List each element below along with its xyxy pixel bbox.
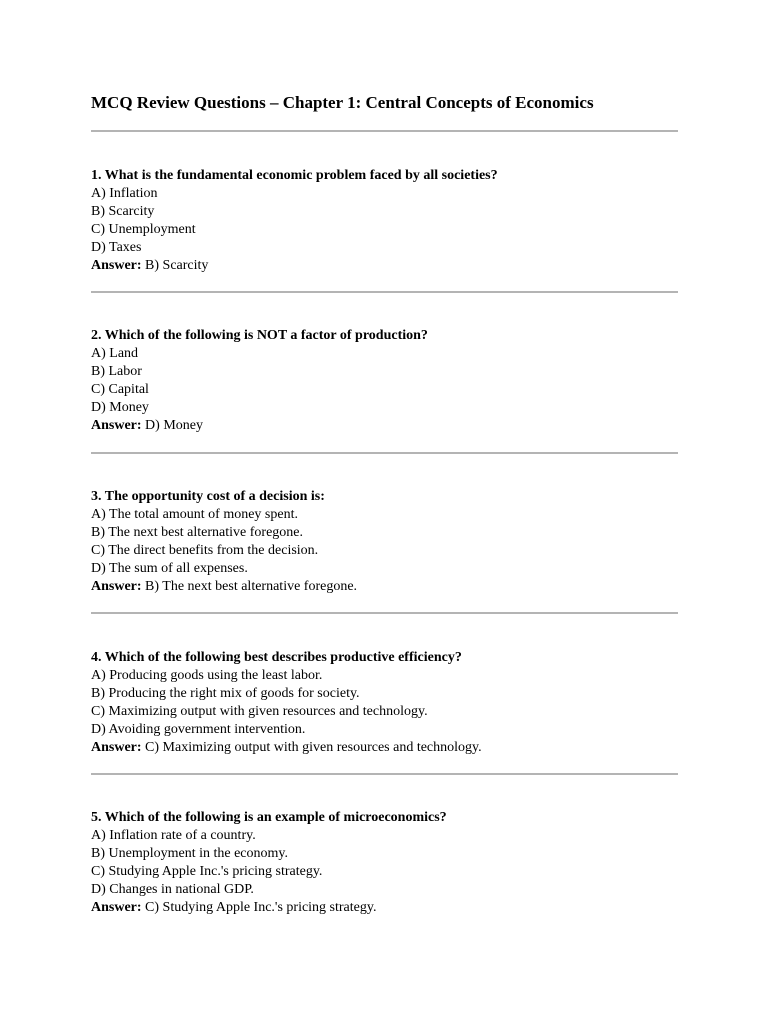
- answer-value: B) The next best alternative foregone.: [145, 578, 358, 594]
- option-b: B) Unemployment in the economy.: [91, 845, 288, 861]
- option-d: D) Taxes: [91, 239, 142, 255]
- answer-value: B) Scarcity: [145, 257, 209, 273]
- question-text: 1. What is the fundamental economic problem faced by all societies?: [91, 168, 498, 183]
- answer-line: [91, 257, 678, 275]
- option-d: D) Changes in national GDP.: [91, 881, 254, 897]
- divider: [91, 130, 678, 132]
- divider: [91, 773, 678, 775]
- option-d: D) Money: [91, 399, 149, 415]
- answer-line: [91, 899, 678, 917]
- question-block-2: [91, 327, 678, 434]
- answer-value: D) Money: [145, 417, 203, 433]
- answer-value: C) Studying Apple Inc.'s pricing strategy.: [145, 899, 377, 915]
- answer-label: Answer:: [91, 417, 142, 433]
- option-d: D) Avoiding government intervention.: [91, 721, 306, 737]
- option-b: B) Scarcity: [91, 203, 155, 219]
- option-a: A) Producing goods using the least labor.: [91, 667, 323, 683]
- option-d: D) The sum of all expenses.: [91, 560, 248, 576]
- option-a: A) Inflation: [91, 185, 158, 201]
- answer-line: [91, 417, 678, 435]
- option-b: B) The next best alternative foregone.: [91, 524, 303, 540]
- question-text: 4. Which of the following best describes productive efficiency?: [91, 650, 462, 665]
- answer-label: Answer:: [91, 578, 142, 594]
- answer-label: Answer:: [91, 899, 142, 915]
- option-b: B) Producing the right mix of goods for society.: [91, 685, 360, 701]
- divider: [91, 452, 678, 454]
- question-block-3: [91, 488, 678, 595]
- question-block-1: [91, 167, 678, 274]
- option-c: C) The direct benefits from the decision.: [91, 542, 319, 558]
- divider: [91, 612, 678, 614]
- option-b: B) Labor: [91, 363, 142, 379]
- answer-label: Answer:: [91, 739, 142, 755]
- option-a: A) The total amount of money spent.: [91, 506, 298, 522]
- option-a: A) Land: [91, 345, 139, 361]
- question-block-5: [91, 809, 678, 916]
- question-text: 5. Which of the following is an example of microeconomics?: [91, 810, 447, 825]
- option-c: C) Unemployment: [91, 221, 196, 237]
- option-c: C) Maximizing output with given resources and technology.: [91, 703, 428, 719]
- question-text: 3. The opportunity cost of a decision is:: [91, 489, 325, 504]
- answer-line: [91, 578, 678, 596]
- option-c: C) Studying Apple Inc.'s pricing strategy.: [91, 863, 323, 879]
- divider: [91, 291, 678, 293]
- answer-label: Answer:: [91, 257, 142, 273]
- option-a: A) Inflation rate of a country.: [91, 827, 256, 843]
- answer-value: C) Maximizing output with given resources and technology.: [145, 739, 482, 755]
- page-title: MCQ Review Questions – Chapter 1: Central Concepts of Economics: [91, 93, 594, 112]
- question-block-4: [91, 649, 678, 756]
- answer-line: [91, 739, 678, 757]
- question-text: 2. Which of the following is NOT a factor of production?: [91, 328, 428, 343]
- option-c: C) Capital: [91, 381, 149, 397]
